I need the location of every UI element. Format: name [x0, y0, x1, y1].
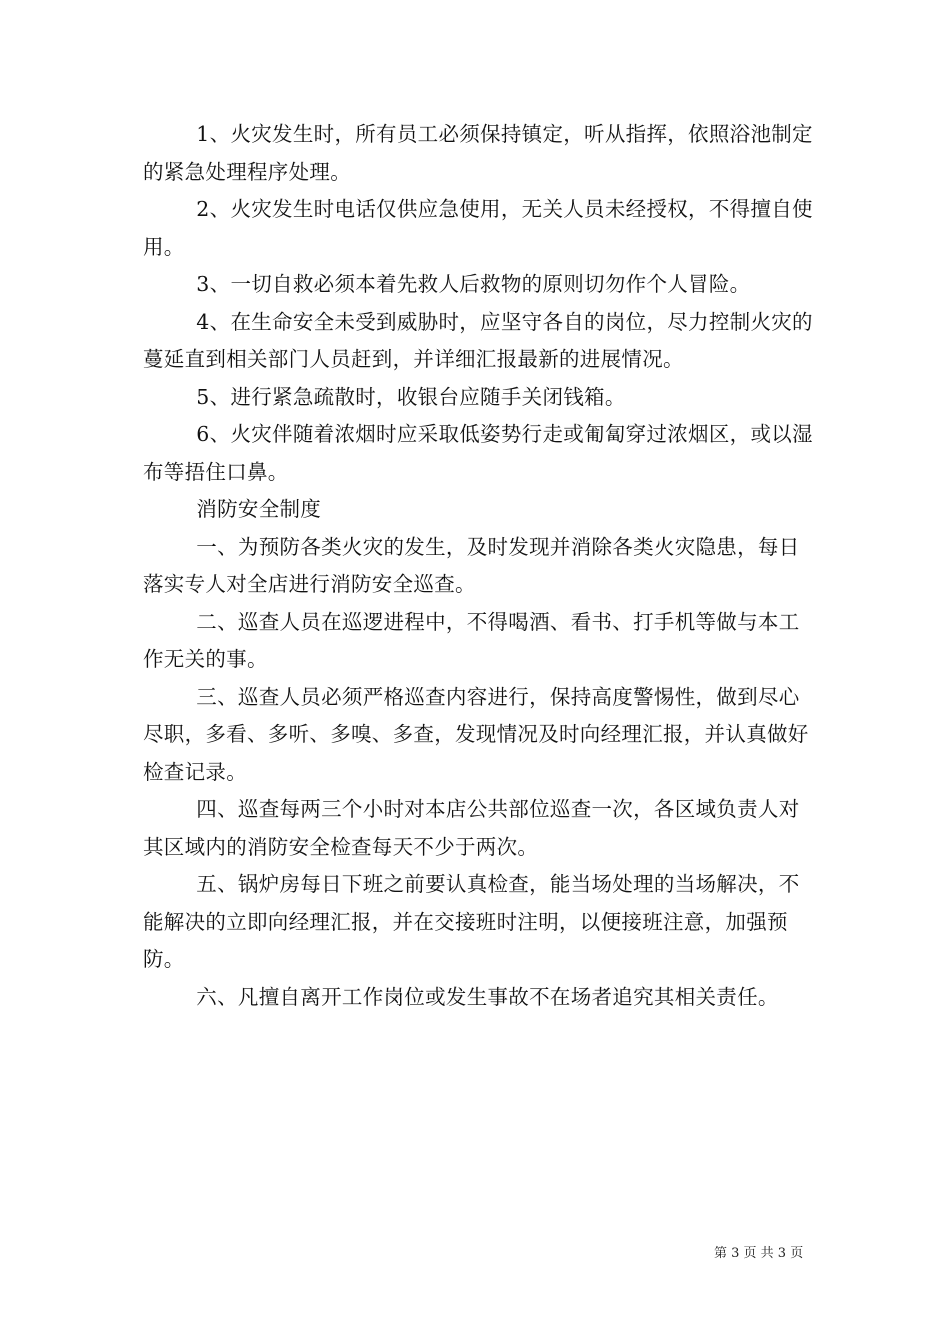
paragraph: 2、火灾发生时电话仅供应急使用，无关人员未经授权，不得擅自使用。 [143, 197, 813, 259]
paragraph: 3、一切自救必须本着先救人后救物的原则切勿作个人冒险。 [196, 272, 751, 296]
paragraph: 4、在生命安全未受到威胁时，应坚守各自的岗位，尽力控制火灾的蔓延直到相关部门人员赶到，并详细汇报最新的进展情况。 [143, 309, 813, 371]
rule-paragraph: 四、巡查每两三个小时对本店公共部位巡查一次，各区域负责人对其区域内的消防安全检查每天不少于两次。 [143, 797, 800, 859]
paragraph: 1、火灾发生时，所有员工必须保持镇定，听从指挥，依照浴池制定的紧急处理程序处理。 [143, 122, 813, 184]
document-body [143, 116, 818, 1016]
rule-paragraph: 二、巡查人员在巡逻进程中，不得喝酒、看书、打手机等做与本工作无关的事。 [143, 609, 800, 671]
rule-paragraph: 三、巡查人员必须严格巡查内容进行，保持高度警惕性，做到尽心尽职，多看、多听、多嗅、多查，发现情况及时向经理汇报，并认真做好检查记录。 [143, 684, 809, 784]
section-heading: 消防安全制度 [196, 497, 322, 521]
paragraph: 6、火灾伴随着浓烟时应采取低姿势行走或匍匐穿过浓烟区，或以湿布等捂住口鼻。 [143, 422, 813, 484]
rule-paragraph: 六、凡擅自离开工作岗位或发生事故不在场者追究其相关责任。 [196, 984, 779, 1009]
rule-paragraph: 五、锅炉房每日下班之前要认真检查，能当场处理的当场解决，不能解决的立即向经理汇报，并在交接班时注明，以便接班注意，加强预防。 [143, 872, 800, 971]
page-number: 第 3 页 共 3 页 [714, 1246, 804, 1261]
paragraph: 5、进行紧急疏散时，收银台应随手关闭钱箱。 [196, 384, 626, 409]
rule-paragraph: 一、为预防各类火灾的发生，及时发现并消除各类火灾隐患，每日落实专人对全店进行消防安全巡查。 [143, 534, 800, 596]
